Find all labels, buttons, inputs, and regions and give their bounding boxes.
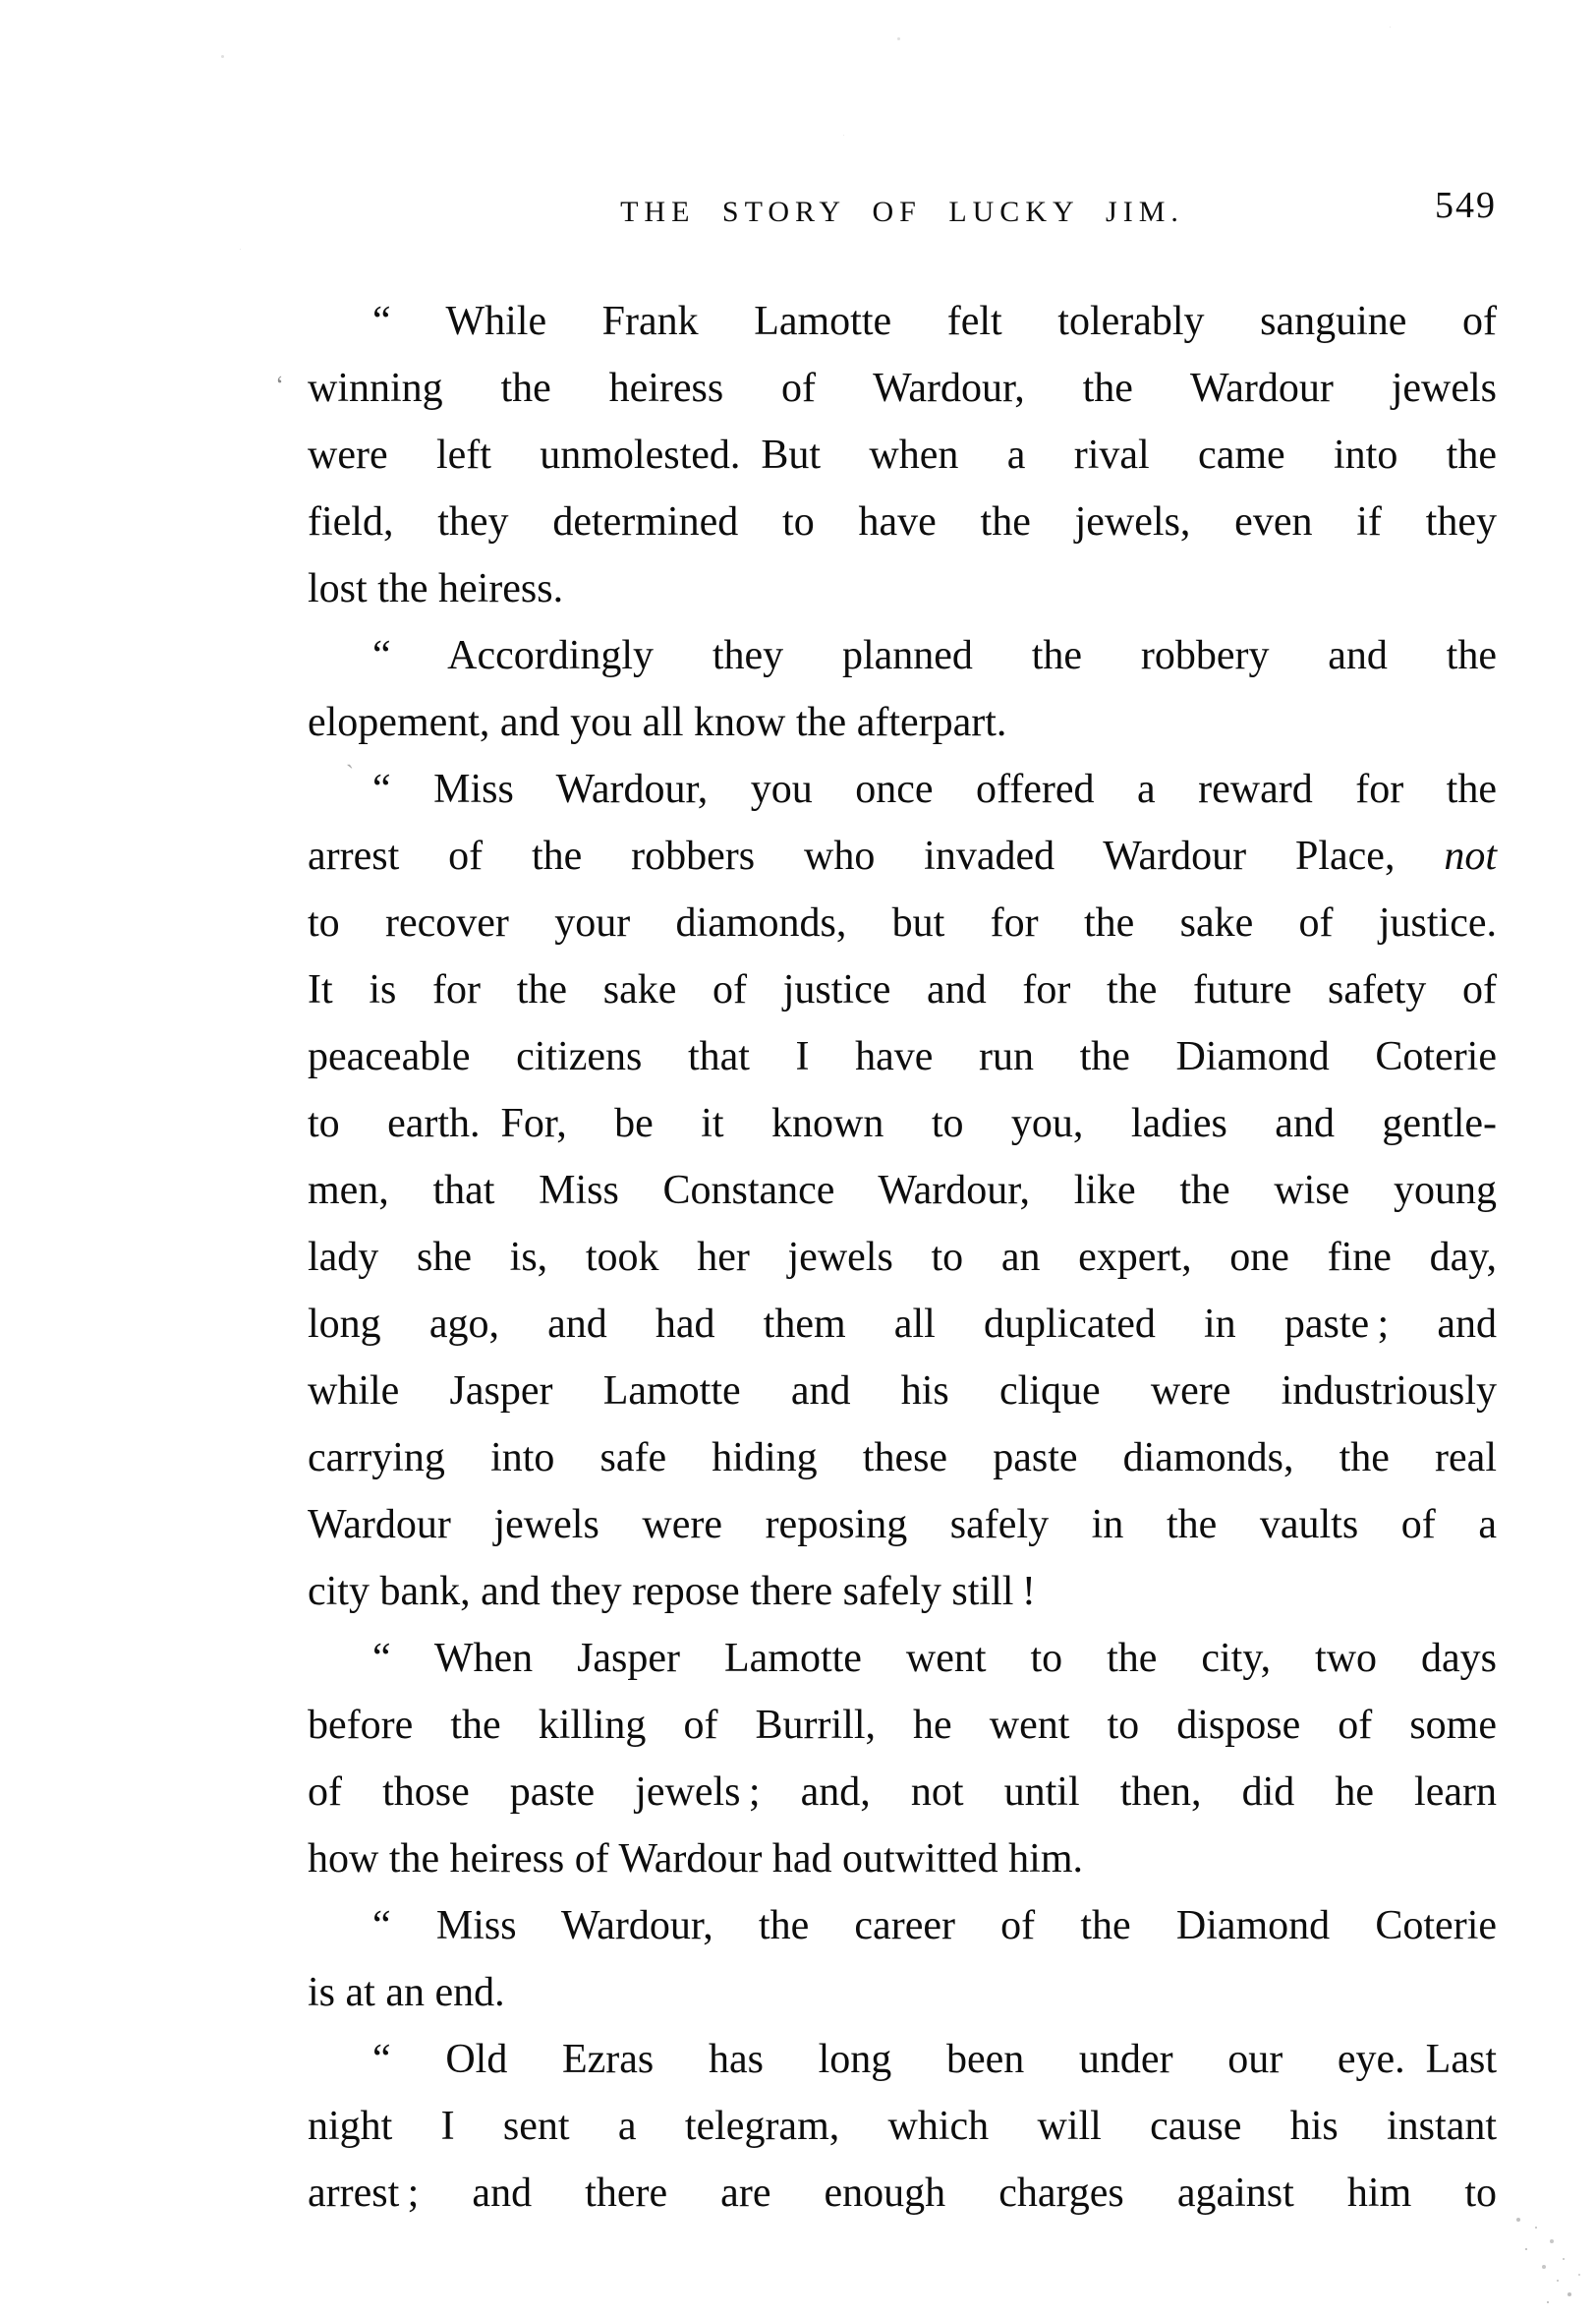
paragraph: [308, 622, 1497, 756]
text-segment: arrest of the robbers who invaded Wardour Place,: [308, 834, 1445, 879]
text-segment: were left unmolested. But when a rival came into the: [308, 433, 1497, 478]
text-line: [308, 1157, 1497, 1224]
paragraph: [308, 1892, 1497, 2026]
text-line: [308, 1090, 1497, 1157]
text-line: [308, 2160, 1497, 2227]
text-segment: “ Miss Wardour, you once offered a reward for the: [372, 767, 1497, 812]
text-segment: city bank, and they repose there safely still !: [308, 1569, 1036, 1614]
text-segment: to recover your diamonds, but for the sake of justice.: [308, 900, 1497, 946]
page-header: [308, 185, 1497, 232]
text-line: [308, 1491, 1497, 1558]
scan-artifact-mark: ‘: [273, 370, 287, 400]
text-line: [308, 956, 1497, 1023]
text-segment: “ While Frank Lamotte felt tolerably sanguine of: [372, 299, 1497, 344]
text-line: [308, 1625, 1497, 1692]
text-line: [308, 689, 1497, 756]
page-number: 549: [1435, 185, 1497, 226]
text-line: [308, 1692, 1497, 1759]
text-line: [308, 1892, 1497, 1959]
text-line: [308, 1759, 1497, 1825]
text-segment: while Jasper Lamotte and his clique were industriously: [308, 1368, 1497, 1414]
text-line: [308, 890, 1497, 956]
text-segment: lost the heiress.: [308, 566, 564, 611]
paragraph: [308, 288, 1497, 622]
scan-artifact-mark: `: [346, 762, 354, 787]
text-line: [308, 2026, 1497, 2093]
text-segment: lady she is, took her jewels to an expert, one fine day,: [308, 1235, 1497, 1280]
scan-noise-speckles: [221, 55, 224, 58]
text-segment: It is for the sake of justice and for the future safety of: [308, 967, 1497, 1013]
text-line: [308, 1825, 1497, 1892]
text-segment: “ When Jasper Lamotte went to the city, two days: [372, 1636, 1497, 1681]
text-line: [308, 622, 1497, 689]
text-segment: carrying into safe hiding these paste diamonds, the real: [308, 1435, 1497, 1480]
text-segment: before the killing of Burrill, he went to dispose of some: [308, 1703, 1497, 1748]
text-segment: “ Miss Wardour, the career of the Diamond Coterie: [372, 1903, 1497, 1948]
text-segment: “ Accordingly they planned the robbery and the: [372, 633, 1497, 678]
text-line: [308, 2093, 1497, 2160]
paragraph: [308, 756, 1497, 1625]
text-line: [308, 756, 1497, 823]
text-line: [308, 1358, 1497, 1424]
italic-text-segment: not: [1444, 834, 1497, 879]
text-segment: field, they determined to have the jewels, even if they: [308, 499, 1497, 545]
text-segment: how the heiress of Wardour had outwitted him.: [308, 1836, 1084, 1882]
text-line: [308, 823, 1497, 890]
paragraph: [308, 1625, 1497, 1892]
running-head-title: THE STORY OF LUCKY JIM.: [620, 196, 1184, 228]
text-segment: long ago, and had them all duplicated in paste ; and: [308, 1302, 1497, 1347]
text-line: [308, 489, 1497, 555]
paragraph: [308, 2026, 1497, 2227]
page-body: [308, 288, 1497, 2227]
text-line: [308, 1959, 1497, 2026]
text-segment: to earth. For, be it known to you, ladies and gentle-: [308, 1101, 1497, 1146]
text-line: [308, 355, 1497, 422]
text-segment: of those paste jewels ; and, not until then, did he learn: [308, 1769, 1497, 1815]
text-line: [308, 288, 1497, 355]
text-line: [308, 1023, 1497, 1090]
text-segment: winning the heiress of Wardour, the Wardour jewels: [308, 366, 1497, 411]
text-line: [308, 1558, 1497, 1625]
text-segment: arrest ; and there are enough charges against him to: [308, 2171, 1497, 2216]
text-line: [308, 1424, 1497, 1491]
text-segment: night I sent a telegram, which will cause his instant: [308, 2104, 1497, 2149]
text-line: [308, 422, 1497, 489]
text-line: [308, 1224, 1497, 1291]
text-segment: peaceable citizens that I have run the Diamond Coterie: [308, 1034, 1497, 1079]
text-segment: “ Old Ezras has long been under our eye. Last: [372, 2037, 1497, 2082]
text-line: [308, 555, 1497, 622]
text-segment: elopement, and you all know the afterpart.: [308, 700, 1007, 745]
text-line: [308, 1291, 1497, 1358]
text-segment: Wardour jewels were reposing safely in the vaults of a: [308, 1502, 1497, 1547]
text-segment: is at an end.: [308, 1970, 505, 2015]
scan-noise-speckles: [1516, 2218, 1520, 2222]
text-segment: men, that Miss Constance Wardour, like the wise young: [308, 1168, 1497, 1213]
